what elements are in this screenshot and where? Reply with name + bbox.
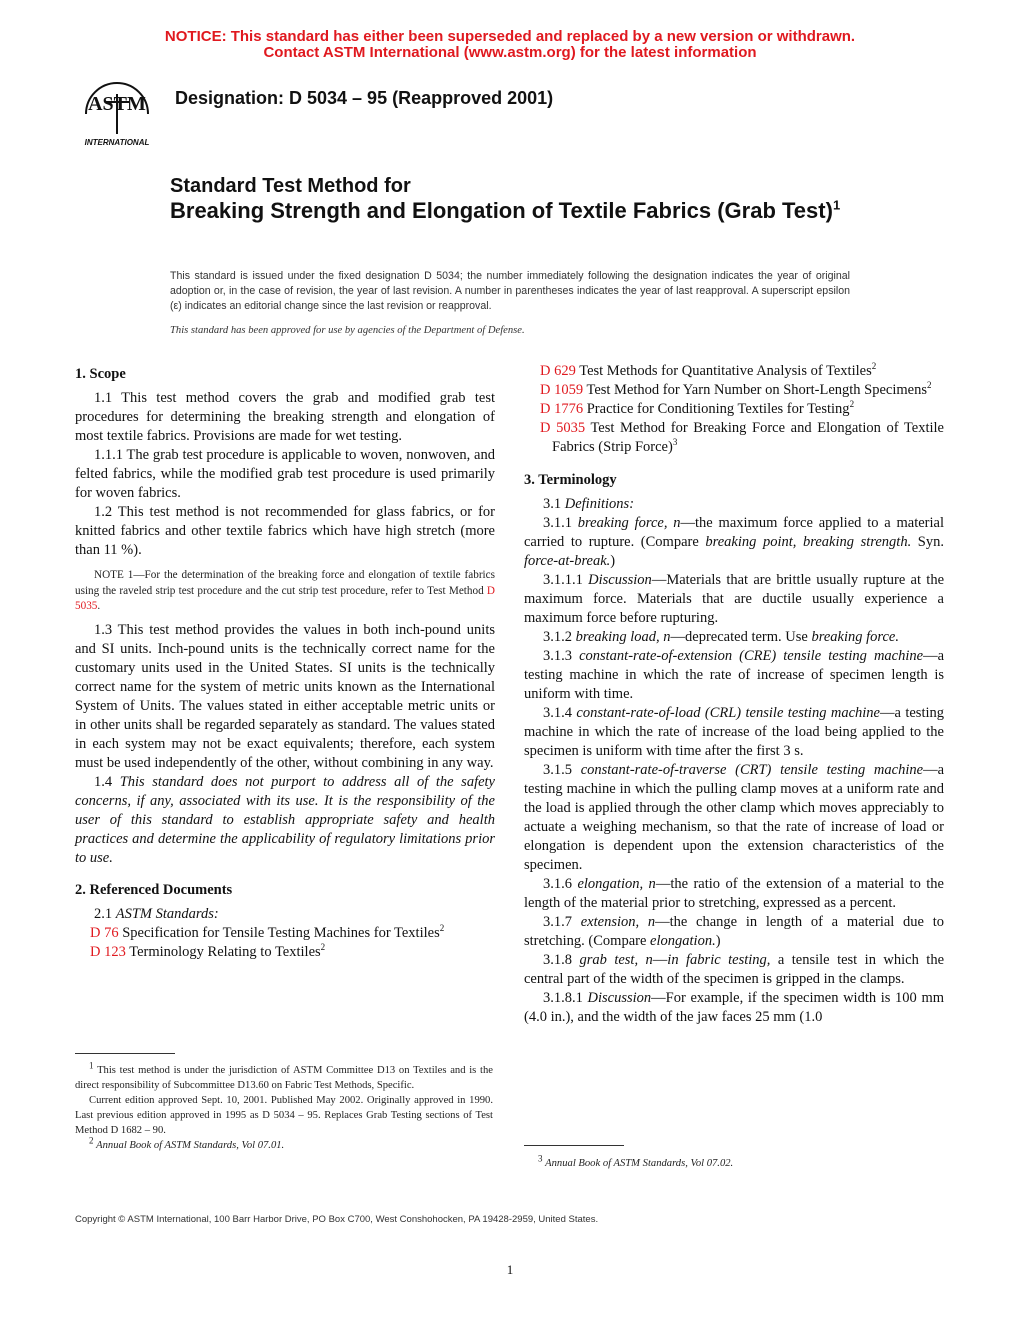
def-3-1-6-num: 3.1.6	[543, 876, 572, 892]
ref-d629-link[interactable]: D 629	[540, 363, 576, 379]
def-3-1-4-text: —a testing machine in which the rate of increase of the load being applied to the specimen is uniform with time after the first 3 s.	[524, 705, 945, 759]
def-3-1-1-num: 3.1.1	[543, 515, 572, 531]
para-1-4	[75, 773, 495, 868]
def-3-1-4-term: constant-rate-of-load (CRL) tensile testing machine	[576, 705, 880, 721]
footnote-rule-right	[524, 1145, 624, 1146]
def-3-1-1-end: )	[610, 553, 616, 569]
def-3-1-5	[524, 761, 944, 875]
intro-paragraph: This standard is issued under the fixed designation D 5034; the number immediately following the designation indicates the year of original adoption or, in the case of revision, the year of last revision. A number in parentheses indicates the year of last reapproval. A superscript epsilon (ε) indicates an editorial change since the last revision or reapproval.	[170, 270, 850, 312]
ref-d1059-link[interactable]: D 1059	[540, 382, 584, 398]
def-3-1-5-term: constant-rate-of-traverse (CRT) tensile testing machine	[580, 762, 924, 778]
def-3-1-8-term: grab test, n	[579, 952, 653, 968]
ref-d1059	[524, 381, 944, 400]
def-3-1-1-term: breaking force, n	[577, 515, 681, 531]
ref-d76	[75, 924, 495, 943]
footnote-1-text: This test method is under the jurisdiction of ASTM Committee D13 on Textiles and is the direct responsibility of Subcommittee D13.60 on Fabric Test Methods, Specific.	[75, 1065, 493, 1091]
notice-line-1: NOTICE: This standard has either been superseded and replaced by a new version or withdrawn.	[164, 28, 856, 45]
ref-d1776-link[interactable]: D 1776	[540, 401, 584, 417]
designation: Designation: D 5034 – 95 (Reapproved 2001)	[175, 88, 554, 108]
logo-subtext: INTERNATIONAL	[84, 138, 150, 147]
title-line-2	[170, 198, 850, 224]
note-1-end: .	[97, 600, 101, 612]
def-3-1-1	[524, 514, 944, 571]
ref-d123-link[interactable]: D 123	[90, 943, 126, 960]
def-3-1-7-term: extension, n	[580, 914, 656, 930]
def-3-1-8-context: in fabric testing,	[667, 952, 771, 968]
section-1-heading: 1. Scope	[75, 366, 126, 382]
def-3-1-7-text: —the change in length of a material due to stretching. (Compare	[524, 914, 944, 949]
para-1-1-1: 1.1.1 The grab test procedure is applicable to woven, nonwoven, and felted fabrics, while the modified grab test procedure is used primarily for woven fabrics.	[75, 447, 495, 501]
footnote-2-mark: 2	[89, 1135, 94, 1146]
def-3-1-8-1-term: Discussion	[587, 990, 652, 1006]
def-3-1-7-end: )	[715, 933, 721, 949]
def-3-1-1-syn: Syn.	[911, 534, 944, 550]
para-1-1: 1.1 This test method covers the grab and modified grab test procedures for determining the breaking strength and elongation of most textile fabrics. Provisions are made for wet testing.	[75, 390, 495, 444]
footnote-3-mark: 3	[538, 1153, 543, 1164]
para-2-1-num: 2.1	[94, 905, 113, 922]
ref-d76-link[interactable]: D 76	[90, 924, 119, 941]
def-3-1-2-use: breaking force.	[811, 629, 899, 645]
ref-d1776-text: Practice for Conditioning Textiles for Testing	[586, 401, 850, 417]
section-3-heading: 3. Terminology	[524, 472, 617, 488]
footnote-2-text: Annual Book of ASTM Standards, Vol 07.01.	[96, 1140, 285, 1151]
ref-d629-sup: 2	[871, 361, 877, 372]
def-3-1-1-1-text: —Materials that are brittle usually rupture at the maximum force. Materials that are ductile usually experience a maximum force before rupturing.	[524, 572, 945, 626]
section-2-heading: 2. Referenced Documents	[75, 881, 233, 898]
def-3-1-2-text: —deprecated term. Use	[670, 629, 812, 645]
def-3-1-6-text: —the ratio of the extension of a material to the length of the material prior to stretching, expressed as a percent.	[524, 876, 944, 911]
ref-d629	[524, 362, 944, 381]
def-3-1-8-1-text: —For example, if the specimen width is 100 mm (4.0 in.), and the width of the jaw faces 25 mm (1.0	[524, 990, 945, 1025]
ref-d1776	[524, 400, 944, 419]
def-3-1-2-term: breaking load, n	[575, 629, 671, 645]
note-1-text: NOTE 1—For the determination of the breaking force and elongation of textile fabrics using the raveled strip test procedure and the cut strip test procedure, refer to Test Method	[75, 569, 495, 597]
ref-d76-sup: 2	[439, 922, 445, 933]
ref-d5035-link[interactable]: D 5035	[540, 420, 586, 436]
def-3-1-1-1	[524, 571, 944, 628]
def-3-1-8-dash: —	[652, 952, 668, 968]
def-3-1-1-1-term: Discussion	[588, 572, 652, 588]
def-3-1	[524, 495, 944, 514]
ref-d5035-text: Test Method for Breaking Force and Elongation of Textile Fabrics (Strip Force)	[552, 420, 944, 455]
def-3-1-2	[524, 628, 944, 647]
def-3-1-7-num: 3.1.7	[543, 914, 572, 930]
title-text: Breaking Strength and Elongation of Textile Fabrics (Grab Test)	[170, 198, 833, 223]
def-3-1-3-num: 3.1.3	[543, 648, 572, 664]
copyright: Copyright © ASTM International, 100 Barr Harbor Drive, PO Box C700, West Conshohocken, PA 19428-2959, United States.	[75, 1214, 599, 1225]
para-1-4-num: 1.4	[94, 773, 113, 790]
page-number: 1	[506, 1262, 514, 1277]
def-3-1-num: 3.1	[543, 496, 562, 512]
def-3-1-8-1-num: 3.1.8.1	[543, 990, 583, 1006]
def-3-1-8	[524, 951, 944, 989]
ref-d123-text: Terminology Relating to Textiles	[129, 943, 321, 960]
para-1-2: 1.2 This test method is not recommended for glass fabrics, or for knitted fabrics and other textile fabrics which have high stretch (more than 11 %).	[75, 504, 495, 558]
para-2-1-text: ASTM Standards:	[115, 905, 219, 922]
footnote-rule-left	[75, 1053, 175, 1054]
left-column	[75, 365, 495, 962]
ref-d123	[75, 943, 495, 962]
ref-d76-text: Specification for Tensile Testing Machines for Textiles	[122, 924, 440, 941]
ref-d1059-text: Test Method for Yarn Number on Short-Length Specimens	[586, 382, 927, 398]
def-3-1-6-term: elongation, n	[577, 876, 656, 892]
def-3-1-3	[524, 647, 944, 704]
def-3-1-6	[524, 875, 944, 913]
footnote-3	[524, 1153, 942, 1171]
def-3-1-4-num: 3.1.4	[543, 705, 572, 721]
def-3-1-8-num: 3.1.8	[543, 952, 572, 968]
def-3-1-3-text: —a testing machine in which the rate of increase of specimen length is uniform with time.	[524, 648, 944, 702]
ref-d629-text: Test Methods for Quantitative Analysis of Textiles	[579, 363, 872, 379]
ref-d123-sup: 2	[320, 941, 326, 952]
footnote-3-text: Annual Book of ASTM Standards, Vol 07.02.	[545, 1158, 734, 1169]
para-1-4-text: This standard does not purport to address all of the safety concerns, if any, associated with its use. It is the responsibility of the user of this standard to establish appropriate safety and health practices and determine the applicability of regulatory limitations prior to use.	[75, 773, 495, 866]
def-3-1-2-num: 3.1.2	[543, 629, 572, 645]
logo-text: ASTM	[88, 93, 146, 115]
footnote-2	[75, 1135, 493, 1153]
footnote-1	[75, 1060, 493, 1093]
intro-dod-note: This standard has been approved for use by agencies of the Department of Defense.	[170, 325, 525, 336]
note-1	[75, 568, 495, 615]
def-3-1-1-1-num: 3.1.1.1	[543, 572, 583, 588]
astm-logo	[72, 74, 162, 148]
def-3-1-7-compare: elongation.	[650, 933, 716, 949]
def-3-1-1-text: —the maximum force applied to a material carried to rupture. (Compare	[524, 515, 944, 550]
def-3-1-7	[524, 913, 944, 951]
title-footnote-mark: 1	[832, 197, 841, 213]
footnotes-left	[75, 1060, 493, 1153]
def-3-1-1-syn-term: force-at-break.	[524, 553, 611, 569]
def-3-1-8-1	[524, 989, 944, 1027]
footnotes-right	[524, 1153, 942, 1171]
def-3-1-1-compare: breaking point, breaking strength.	[705, 534, 912, 550]
para-2-1	[75, 905, 495, 924]
def-3-1-4	[524, 704, 944, 761]
ref-d1776-sup: 2	[849, 399, 855, 410]
ref-d1059-sup: 2	[926, 380, 932, 391]
def-3-1-5-num: 3.1.5	[543, 762, 572, 778]
footnote-1-mark: 1	[89, 1060, 94, 1071]
right-column	[524, 362, 944, 1027]
ref-d5035	[524, 419, 944, 457]
para-1-3: 1.3 This test method provides the values in both inch-pound units and SI units. Inch-pound units is the technically correct name for the customary units used in the United States. SI units is the technically correct name for the system of metric units known as the International System of Units. The values stated in either acceptable metric units or in other units shall be regarded separately as standard. The values stated in each system may not be exact equivalents; therefore, each system must be used independently of the other, without combining in any way.	[75, 621, 495, 771]
def-3-1-8-text: a tensile test in which the central part of the width of the specimen is gripped in the clamps.	[524, 952, 945, 987]
note-1-ref-link[interactable]: D 5035	[75, 584, 495, 612]
def-3-1-5-text: —a testing machine in which the pulling clamp moves at a uniform rate and the load is applied through the other clamp which moves appreciably to actuate a weighing mechanism, so that the rate of increase of load or elongation is dependent upon the extension characteristics of the specimen.	[524, 762, 944, 873]
def-3-1-text: Definitions:	[564, 496, 635, 512]
ref-d5035-sup: 3	[672, 437, 678, 448]
footnote-1b: Current edition approved Sept. 10, 2001. Published May 2002. Originally approved in 1990. Last previous edition approved in 1995 as D 5034 – 95. Replaces Grab Testing sections of Test Method D 1682 – 90.	[75, 1095, 493, 1136]
notice-line-2: Contact ASTM International (www.astm.org) for the latest information	[263, 44, 757, 61]
def-3-1-3-term: constant-rate-of-extension (CRE) tensile testing machine	[579, 648, 924, 664]
title-line-1: Standard Test Method for	[170, 175, 411, 197]
